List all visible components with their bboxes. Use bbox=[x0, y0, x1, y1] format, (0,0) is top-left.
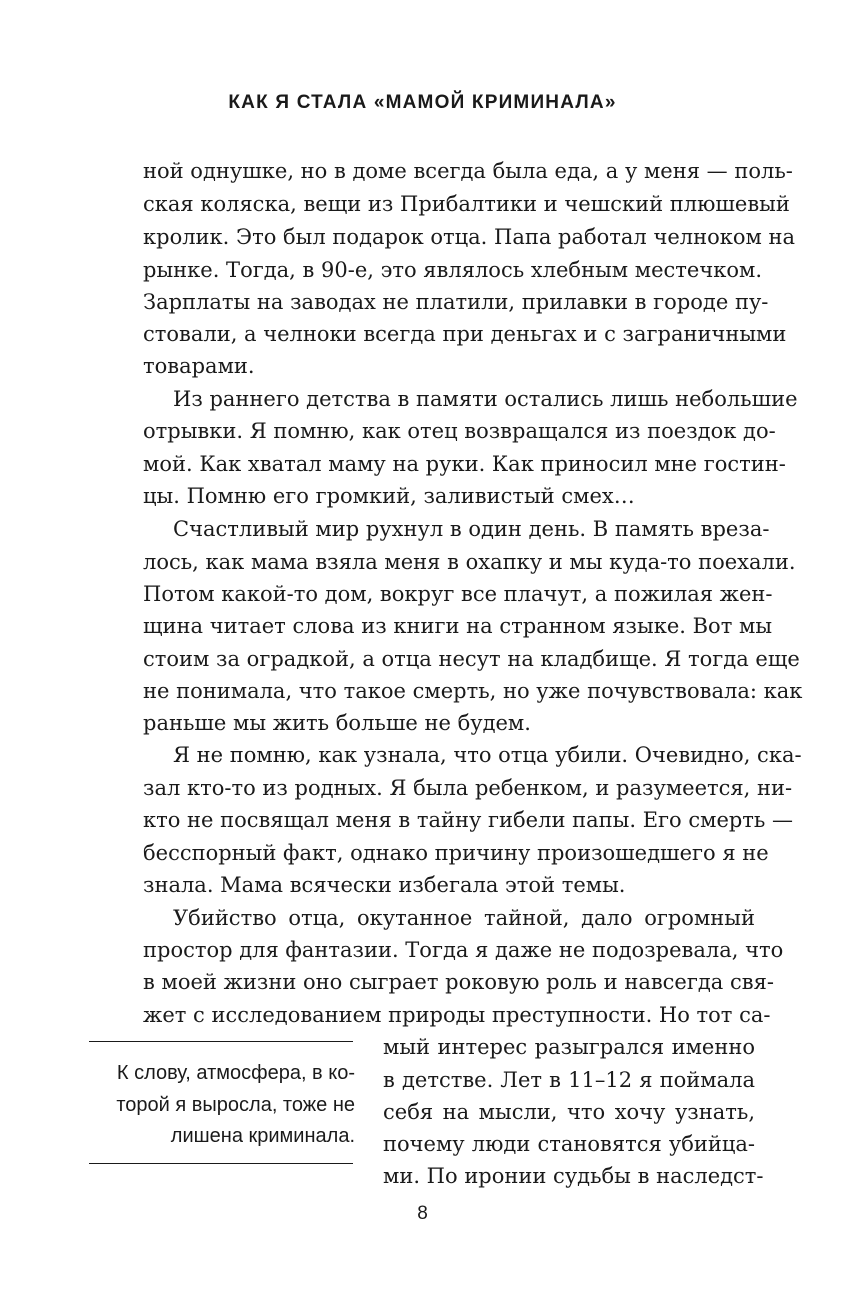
paragraph-first-line: Я не помню, как узнала, что отца убили. Очевидно, ска- bbox=[173, 743, 802, 767]
text-line: бесспорный факт, однако причину произошедшего я не bbox=[143, 841, 769, 865]
paragraph-first-line: Счастливый мир рухнул в один день. В память вреза- bbox=[173, 517, 770, 541]
text-line: лось, как мама взяла меня в охапку и мы куда-то поехали. bbox=[143, 550, 796, 574]
text-line: ская коляска, вещи из Прибалтики и чешский плюшевый bbox=[143, 192, 790, 216]
sidenote-line: торой я выросла, тоже не bbox=[116, 1094, 355, 1116]
text-line: раньше мы жить больше не будем. bbox=[143, 711, 531, 735]
text-line: Зарплаты на заводах не платили, прилавки в городе пу- bbox=[143, 290, 769, 314]
text-line: мой. Как хватал маму на руки. Как приносил мне гостин- bbox=[143, 452, 786, 476]
text-line: рынке. Тогда, в 90-е, это являлось хлебным местечком. bbox=[143, 258, 763, 282]
text-line: кролик. Это был подарок отца. Папа работал челноком на bbox=[143, 225, 796, 249]
text-line: себя на мысли, что хочу узнать, bbox=[383, 1100, 755, 1124]
text-line: мый интерес разыгрался именно bbox=[383, 1035, 755, 1059]
text-line: простор для фантазии. Тогда я даже не подозревала, что bbox=[143, 938, 784, 962]
text-line: жет с исследованием природы преступности. Но тот са- bbox=[143, 1003, 771, 1027]
text-line: не понимала, что такое смерть, но уже почувствовала: как bbox=[143, 679, 803, 703]
text-line: ной однушке, но в доме всегда была еда, а у меня — поль- bbox=[143, 159, 793, 183]
text-line: товарами. bbox=[143, 354, 255, 378]
text-line: Потом какой-то дом, вокруг все плачут, а пожилая жен- bbox=[143, 582, 773, 606]
text-line: цы. Помню его громкий, заливистый смех… bbox=[143, 484, 635, 508]
text-line: знала. Мама всячески избегала этой темы. bbox=[143, 873, 626, 897]
text-line: в детстве. Лет в 11–12 я поймала bbox=[383, 1068, 755, 1092]
text-line: стоим за оградкой, а отца несут на кладбище. Я тогда еще bbox=[143, 647, 800, 671]
sidenote-line: К слову, атмосфера, в ко- bbox=[116, 1062, 355, 1084]
page-number: 8 bbox=[417, 1203, 428, 1224]
text-line: почему люди становятся убийца- bbox=[383, 1132, 755, 1156]
text-line: стовали, а челноки всегда при деньгах и с заграничными bbox=[143, 322, 787, 346]
paragraph-first-line: Из раннего детства в памяти остались лишь небольшие bbox=[173, 387, 798, 411]
sidenote-line: лишена криминала. bbox=[170, 1125, 355, 1147]
paragraph-first-line: Убийство отца, окутанное тайной, дало огромный bbox=[173, 906, 755, 930]
sidenote-bottom-rule bbox=[89, 1163, 353, 1164]
text-line: в моей жизни оно сыграет роковую роль и навсегда свя- bbox=[143, 970, 774, 994]
running-header: КАК Я СТАЛА «МАМОЙ КРИМИНАЛА» bbox=[228, 92, 617, 113]
text-line: кто не посвящал меня в тайну гибели папы. Его смерть — bbox=[143, 808, 794, 832]
sidenote-top-rule bbox=[89, 1041, 353, 1042]
text-line: отрывки. Я помню, как отец возвращался из поездок до- bbox=[143, 419, 776, 443]
text-line: ми. По иронии судьбы в наследст- bbox=[383, 1164, 764, 1188]
text-line: зал кто-то из родных. Я была ребенком, и разумеется, ни- bbox=[143, 776, 793, 800]
text-line: щина читает слова из книги на странном языке. Вот мы bbox=[143, 614, 773, 638]
